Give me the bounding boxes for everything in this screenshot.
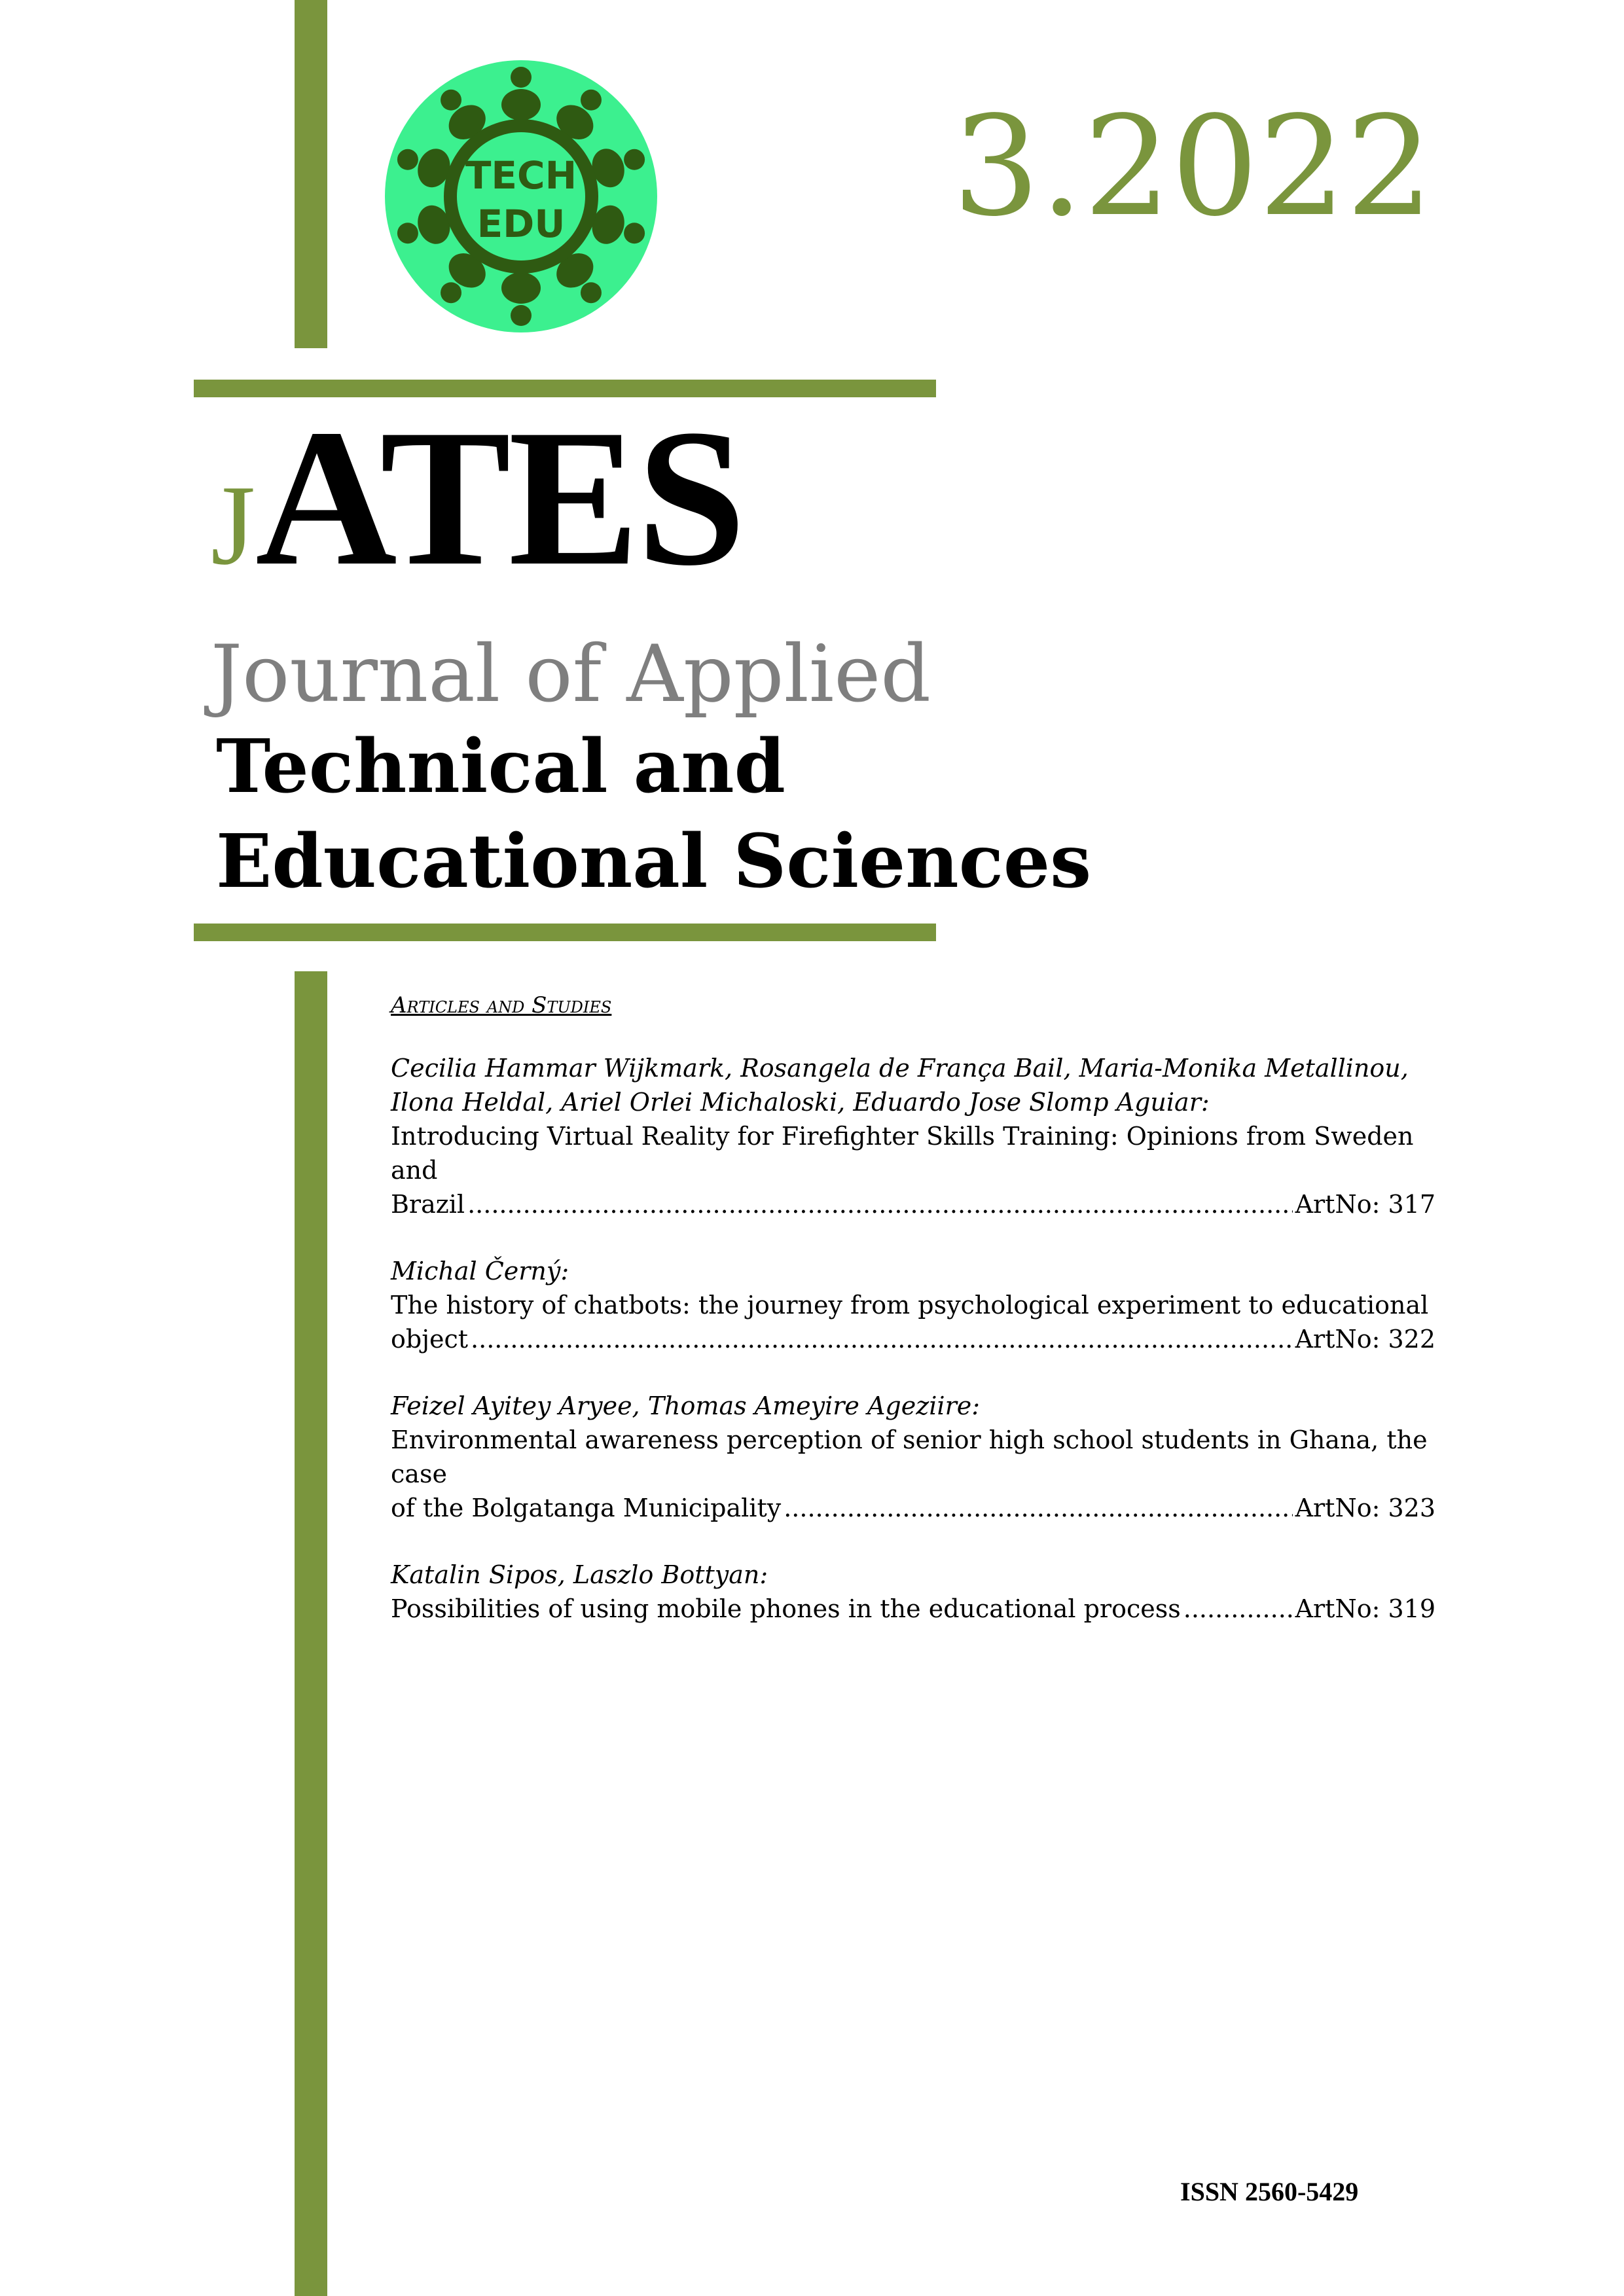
toc-entry[interactable] [391,1051,1435,1221]
table-of-contents [391,988,1435,1659]
article-number: ArtNo: 323 [1295,1494,1435,1522]
article-authors: Cecilia Hammar Wijkmark, Rosangela de França Bail, Maria-Monika Metallinou, Ilona Heldal, Ariel Orlei Michaloski, Eduardo Jose Slomp Aguiar: [391,1054,1409,1117]
decorative-vertical-bar-top [295,0,327,348]
dot-leader [1183,1592,1293,1626]
figure-head [624,149,645,170]
article-title-lead: Introducing Virtual Reality for Firefighter Skills Training: Opinions from Sweden and [391,1122,1414,1185]
article-number: ArtNo: 322 [1295,1325,1435,1354]
figure-head [581,90,602,111]
article-title-tail: Brazil [391,1190,465,1219]
figure-head [441,282,461,303]
journal-title-line-1: Journal of Applied [211,629,931,720]
figure-head [624,223,645,243]
figure-head [441,90,461,111]
decorative-vertical-bar-bottom [295,971,327,2296]
dot-leader [467,1187,1293,1221]
article-number: ArtNo: 319 [1295,1594,1435,1623]
tech-edu-logo [385,60,657,332]
figure-head [581,282,602,303]
article-title-lead: The history of chatbots: the journey from psychological experiment to educational [391,1291,1429,1319]
article-title-lead: Environmental awareness perception of senior high school students in Ghana, the case [391,1426,1428,1488]
figure-body [501,89,541,120]
journal-title-line-2: Technical and [216,724,785,810]
journal-title-line-3: Educational Sciences [216,819,1092,905]
issue-number: 3.2022 [952,86,1434,247]
acronym-rest: ATES [255,389,744,606]
article-title-tail: of the Bolgatanga Municipality [391,1494,782,1522]
logo-text-tech: TECH [465,153,577,198]
toc-entry[interactable] [391,1254,1435,1356]
decorative-horizontal-rule-bottom [194,924,936,941]
figure-head [397,223,418,243]
section-heading: Articles and Studies [391,992,612,1018]
dot-leader [471,1322,1293,1356]
figure-head [511,305,532,326]
article-authors: Katalin Sipos, Laszlo Bottyan: [391,1560,768,1589]
figure-body [501,272,541,304]
issn: ISSN 2560-5429 [1180,2177,1359,2206]
article-authors: Feizel Ayitey Aryee, Thomas Ameyire Ageziire: [391,1391,981,1420]
toc-entry[interactable] [391,1558,1435,1626]
journal-acronym [211,389,744,606]
article-number: ArtNo: 317 [1295,1190,1435,1219]
figure-head [511,67,532,88]
figure-head [397,149,418,170]
logo-text-edu: EDU [477,202,566,246]
article-title-tail: object [391,1325,469,1354]
article-title-tail: Possibilities of using mobile phones in the educational process [391,1594,1181,1623]
toc-entry[interactable] [391,1389,1435,1525]
dot-leader [784,1491,1292,1525]
acronym-first-letter: J [211,461,256,588]
article-authors: Michal Černý: [391,1257,569,1285]
